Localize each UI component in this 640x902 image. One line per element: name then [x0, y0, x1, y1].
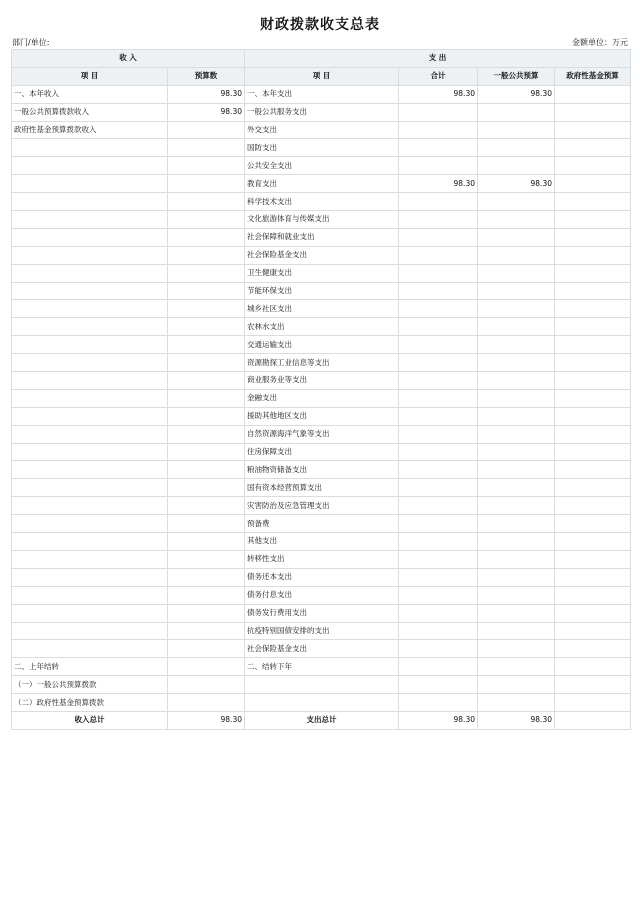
income-item-cell: 政府性基金预算拨款收入 [12, 121, 168, 139]
income-budget-cell: 98.30 [168, 103, 245, 121]
expense-fund-cell [555, 372, 631, 390]
department-label: 部门/单位: [12, 38, 50, 47]
income-item-cell [12, 425, 168, 443]
income-item-cell: （一）一般公共预算拨款 [12, 676, 168, 694]
expense-total-cell [399, 640, 478, 658]
income-item-cell: 一般公共预算拨款收入 [12, 103, 168, 121]
table-row [12, 318, 631, 336]
table-row [12, 694, 631, 712]
expense-general-cell [478, 264, 555, 282]
expense-general-cell [478, 694, 555, 712]
income-budget-cell [168, 443, 245, 461]
table-row [12, 461, 631, 479]
expense-fund-cell [555, 139, 631, 157]
expense-fund-cell [555, 550, 631, 568]
income-item-cell [12, 246, 168, 264]
income-budget-cell [168, 228, 245, 246]
expense-item-cell: 预备费 [245, 515, 399, 533]
income-total-value: 98.30 [168, 711, 245, 729]
income-budget-cell [168, 175, 245, 193]
expense-total-cell [399, 497, 478, 515]
table-row [12, 264, 631, 282]
expense-item-cell: 国有资本经营预算支出 [245, 479, 399, 497]
expense-item-cell: 科学技术支出 [245, 193, 399, 211]
expense-fund-cell [555, 497, 631, 515]
expense-fund-cell [555, 676, 631, 694]
expense-item-cell: 社会保险基金支出 [245, 246, 399, 264]
expense-fund-cell [555, 175, 631, 193]
expense-fund-cell [555, 389, 631, 407]
expense-item-cell: 农林水支出 [245, 318, 399, 336]
table-row [12, 336, 631, 354]
col-header-total: 合计 [399, 67, 478, 85]
income-item-cell [12, 318, 168, 336]
expense-fund-cell [555, 157, 631, 175]
expense-item-cell: 粮油物资储备支出 [245, 461, 399, 479]
expense-fund-cell [555, 121, 631, 139]
income-budget-cell [168, 640, 245, 658]
expense-general-cell [478, 211, 555, 229]
income-budget-cell [168, 461, 245, 479]
table-body [12, 85, 631, 711]
income-budget-cell [168, 676, 245, 694]
expense-general-cell [478, 640, 555, 658]
table-row [12, 533, 631, 551]
income-item-cell [12, 443, 168, 461]
table-row [12, 246, 631, 264]
expense-general-cell [478, 568, 555, 586]
col-header-income-item: 项 目 [12, 67, 168, 85]
expense-item-cell: 节能环保支出 [245, 282, 399, 300]
table-row [12, 228, 631, 246]
expense-general-cell [478, 425, 555, 443]
income-item-cell [12, 372, 168, 390]
expense-total-cell [399, 443, 478, 461]
expense-item-cell: 转移性支出 [245, 550, 399, 568]
expense-total-cell [399, 264, 478, 282]
expense-item-cell: 社会保障和就业支出 [245, 228, 399, 246]
table-row [12, 604, 631, 622]
income-item-cell: 一、本年收入 [12, 85, 168, 103]
expense-item-cell: 债务发行费用支出 [245, 604, 399, 622]
expense-total-cell [399, 103, 478, 121]
expense-total-cell [399, 461, 478, 479]
expense-general-cell [478, 354, 555, 372]
expense-fund-cell [555, 407, 631, 425]
expense-fund-cell [555, 604, 631, 622]
table-row [12, 389, 631, 407]
income-budget-cell [168, 479, 245, 497]
expense-total-value: 98.30 [399, 711, 478, 729]
expense-general-cell: 98.30 [478, 175, 555, 193]
income-budget-cell [168, 389, 245, 407]
expense-total-cell [399, 622, 478, 640]
expense-general-cell [478, 103, 555, 121]
expense-item-cell [245, 694, 399, 712]
table-row [12, 193, 631, 211]
income-total-label: 收入总计 [12, 711, 168, 729]
expense-general-cell [478, 193, 555, 211]
expense-fund-cell [555, 640, 631, 658]
expense-fund-cell [555, 211, 631, 229]
income-item-cell [12, 193, 168, 211]
expense-item-cell: 一般公共服务支出 [245, 103, 399, 121]
income-item-cell [12, 640, 168, 658]
income-item-cell [12, 622, 168, 640]
expense-item-cell: 社会保险基金支出 [245, 640, 399, 658]
expense-general-cell: 98.30 [478, 85, 555, 103]
table-row [12, 282, 631, 300]
expense-item-cell: 公共安全支出 [245, 157, 399, 175]
table-row [12, 550, 631, 568]
expense-total-cell [399, 604, 478, 622]
income-item-cell [12, 336, 168, 354]
income-item-cell [12, 550, 168, 568]
col-header-expense-item: 项 目 [245, 67, 399, 85]
table-row [12, 407, 631, 425]
expense-general-cell [478, 550, 555, 568]
income-budget-cell [168, 550, 245, 568]
income-budget-cell [168, 336, 245, 354]
income-budget-cell [168, 604, 245, 622]
expense-item-cell: 一、本年支出 [245, 85, 399, 103]
expense-general-cell [478, 157, 555, 175]
income-budget-cell [168, 533, 245, 551]
expense-item-cell: 债务付息支出 [245, 586, 399, 604]
expense-fund-cell [555, 193, 631, 211]
expense-general-cell [478, 479, 555, 497]
table-row [12, 568, 631, 586]
table-row [12, 103, 631, 121]
income-budget-cell [168, 586, 245, 604]
income-item-cell: （二）政府性基金预算拨款 [12, 694, 168, 712]
expense-item-cell: 教育支出 [245, 175, 399, 193]
income-section-header: 收 入 [12, 50, 245, 68]
expense-fund-cell [555, 622, 631, 640]
column-header-row [12, 67, 631, 85]
expense-fund-cell [555, 694, 631, 712]
expense-general-cell [478, 246, 555, 264]
income-item-cell [12, 354, 168, 372]
expense-general-cell [478, 497, 555, 515]
income-budget-cell [168, 354, 245, 372]
income-item-cell [12, 461, 168, 479]
expense-item-cell: 卫生健康支出 [245, 264, 399, 282]
table-row [12, 622, 631, 640]
expense-fund-cell [555, 103, 631, 121]
expense-item-cell: 金融支出 [245, 389, 399, 407]
amount-unit-label: 金额单位：万元 [572, 38, 628, 47]
expense-fund-cell [555, 282, 631, 300]
expense-item-cell: 自然资源海洋气象等支出 [245, 425, 399, 443]
expense-fund-cell [555, 479, 631, 497]
expense-total-cell [399, 407, 478, 425]
table-row [12, 658, 631, 676]
expense-general-cell [478, 676, 555, 694]
income-item-cell: 二、上年结转 [12, 658, 168, 676]
income-item-cell [12, 586, 168, 604]
income-budget-cell [168, 264, 245, 282]
expense-total-cell [399, 282, 478, 300]
income-item-cell [12, 157, 168, 175]
col-header-fund-budget: 政府性基金预算 [555, 67, 631, 85]
expense-fund-cell [555, 515, 631, 533]
table-row [12, 121, 631, 139]
income-budget-cell [168, 282, 245, 300]
income-item-cell [12, 211, 168, 229]
income-budget-cell [168, 246, 245, 264]
expense-total-cell [399, 533, 478, 551]
expense-item-cell: 交通运输支出 [245, 336, 399, 354]
expense-general-cell [478, 533, 555, 551]
expense-total-cell [399, 658, 478, 676]
expense-total-cell [399, 568, 478, 586]
expense-fund-cell [555, 228, 631, 246]
expense-total-cell [399, 694, 478, 712]
expense-fund-cell [555, 85, 631, 103]
col-header-budget: 预算数 [168, 67, 245, 85]
expense-total-label: 支出总计 [245, 711, 399, 729]
expense-total-cell [399, 228, 478, 246]
income-budget-cell [168, 211, 245, 229]
expense-general-cell [478, 407, 555, 425]
income-item-cell [12, 264, 168, 282]
expense-general-cell [478, 318, 555, 336]
table-row [12, 372, 631, 390]
income-budget-cell [168, 139, 245, 157]
income-budget-cell [168, 622, 245, 640]
expense-fund-cell [555, 300, 631, 318]
table-row [12, 139, 631, 157]
expense-item-cell: 商业服务业等支出 [245, 372, 399, 390]
expense-item-cell: 抗疫特别国债安排的支出 [245, 622, 399, 640]
expense-total-cell [399, 139, 478, 157]
expense-general-cell [478, 121, 555, 139]
expense-total-cell [399, 193, 478, 211]
page-title: 财政拨款收支总表 [260, 17, 380, 33]
expense-item-cell: 住房保障支出 [245, 443, 399, 461]
section-header-row [12, 50, 631, 68]
expense-item-cell: 文化旅游体育与传媒支出 [245, 211, 399, 229]
table-row [12, 300, 631, 318]
expense-fund-cell [555, 246, 631, 264]
expense-total-cell [399, 389, 478, 407]
expense-fund-cell [555, 586, 631, 604]
expense-total-cell [399, 246, 478, 264]
expense-general-cell [478, 336, 555, 354]
expense-total-cell: 98.30 [399, 85, 478, 103]
income-budget-cell [168, 568, 245, 586]
expense-fund-cell [555, 318, 631, 336]
table-row [12, 515, 631, 533]
totals-row [12, 711, 631, 729]
income-budget-cell [168, 318, 245, 336]
income-item-cell [12, 139, 168, 157]
expense-total-cell [399, 336, 478, 354]
income-item-cell [12, 228, 168, 246]
expense-general-cell [478, 372, 555, 390]
expense-general-cell [478, 389, 555, 407]
expense-total-cell [399, 121, 478, 139]
expense-item-cell: 城乡社区支出 [245, 300, 399, 318]
income-budget-cell [168, 497, 245, 515]
expense-general-cell [478, 300, 555, 318]
expense-item-cell: 国防支出 [245, 139, 399, 157]
expense-fund-cell [555, 443, 631, 461]
income-item-cell [12, 479, 168, 497]
expense-fund-cell [555, 658, 631, 676]
table-row [12, 497, 631, 515]
expense-general-cell [478, 461, 555, 479]
expense-item-cell: 援助其他地区支出 [245, 407, 399, 425]
expense-item-cell: 灾害防治及应急管理支出 [245, 497, 399, 515]
income-item-cell [12, 515, 168, 533]
income-item-cell [12, 604, 168, 622]
expense-fund-cell [555, 425, 631, 443]
expense-fund-cell [555, 264, 631, 282]
income-item-cell [12, 533, 168, 551]
income-budget-cell [168, 121, 245, 139]
expense-item-cell: 二、结转下年 [245, 658, 399, 676]
table-row [12, 175, 631, 193]
expense-general-cell [478, 658, 555, 676]
table-row [12, 479, 631, 497]
income-budget-cell [168, 193, 245, 211]
income-budget-cell [168, 407, 245, 425]
income-budget-cell [168, 425, 245, 443]
expense-section-header: 支 出 [245, 50, 631, 68]
expense-total-cell: 98.30 [399, 175, 478, 193]
expense-general-cell [478, 139, 555, 157]
expense-general-cell [478, 515, 555, 533]
expense-total-cell [399, 676, 478, 694]
expense-fund-cell [555, 354, 631, 372]
income-budget-cell [168, 694, 245, 712]
expense-general-cell [478, 622, 555, 640]
expense-item-cell: 资源勘探工业信息等支出 [245, 354, 399, 372]
table-row [12, 640, 631, 658]
expense-total-cell [399, 515, 478, 533]
expense-item-cell [245, 676, 399, 694]
income-budget-cell [168, 372, 245, 390]
expense-fund-cell [555, 533, 631, 551]
expense-item-cell: 其他支出 [245, 533, 399, 551]
income-item-cell [12, 497, 168, 515]
table-row [12, 354, 631, 372]
table-row [12, 211, 631, 229]
table-row [12, 676, 631, 694]
expense-total-cell [399, 425, 478, 443]
fiscal-summary-table [11, 49, 631, 730]
income-item-cell [12, 175, 168, 193]
income-budget-cell [168, 658, 245, 676]
expense-general-cell [478, 282, 555, 300]
expense-general-cell [478, 604, 555, 622]
income-budget-cell [168, 300, 245, 318]
table-row [12, 425, 631, 443]
expense-general-cell [478, 443, 555, 461]
expense-total-fund [555, 711, 631, 729]
expense-total-cell [399, 586, 478, 604]
expense-total-cell [399, 550, 478, 568]
expense-total-cell [399, 211, 478, 229]
income-item-cell [12, 300, 168, 318]
expense-fund-cell [555, 461, 631, 479]
income-budget-cell [168, 157, 245, 175]
expense-general-cell [478, 586, 555, 604]
table-row [12, 586, 631, 604]
table-row [12, 443, 631, 461]
table-row [12, 157, 631, 175]
col-header-general-budget: 一般公共预算 [478, 67, 555, 85]
income-item-cell [12, 407, 168, 425]
expense-total-cell [399, 300, 478, 318]
expense-item-cell: 债务还本支出 [245, 568, 399, 586]
expense-total-cell [399, 354, 478, 372]
expense-total-general: 98.30 [478, 711, 555, 729]
expense-general-cell [478, 228, 555, 246]
income-budget-cell: 98.30 [168, 85, 245, 103]
income-budget-cell [168, 515, 245, 533]
expense-fund-cell [555, 336, 631, 354]
expense-total-cell [399, 479, 478, 497]
expense-total-cell [399, 157, 478, 175]
expense-total-cell [399, 372, 478, 390]
income-item-cell [12, 389, 168, 407]
income-item-cell [12, 282, 168, 300]
expense-item-cell: 外交支出 [245, 121, 399, 139]
expense-total-cell [399, 318, 478, 336]
table-row [12, 85, 631, 103]
expense-fund-cell [555, 568, 631, 586]
income-item-cell [12, 568, 168, 586]
